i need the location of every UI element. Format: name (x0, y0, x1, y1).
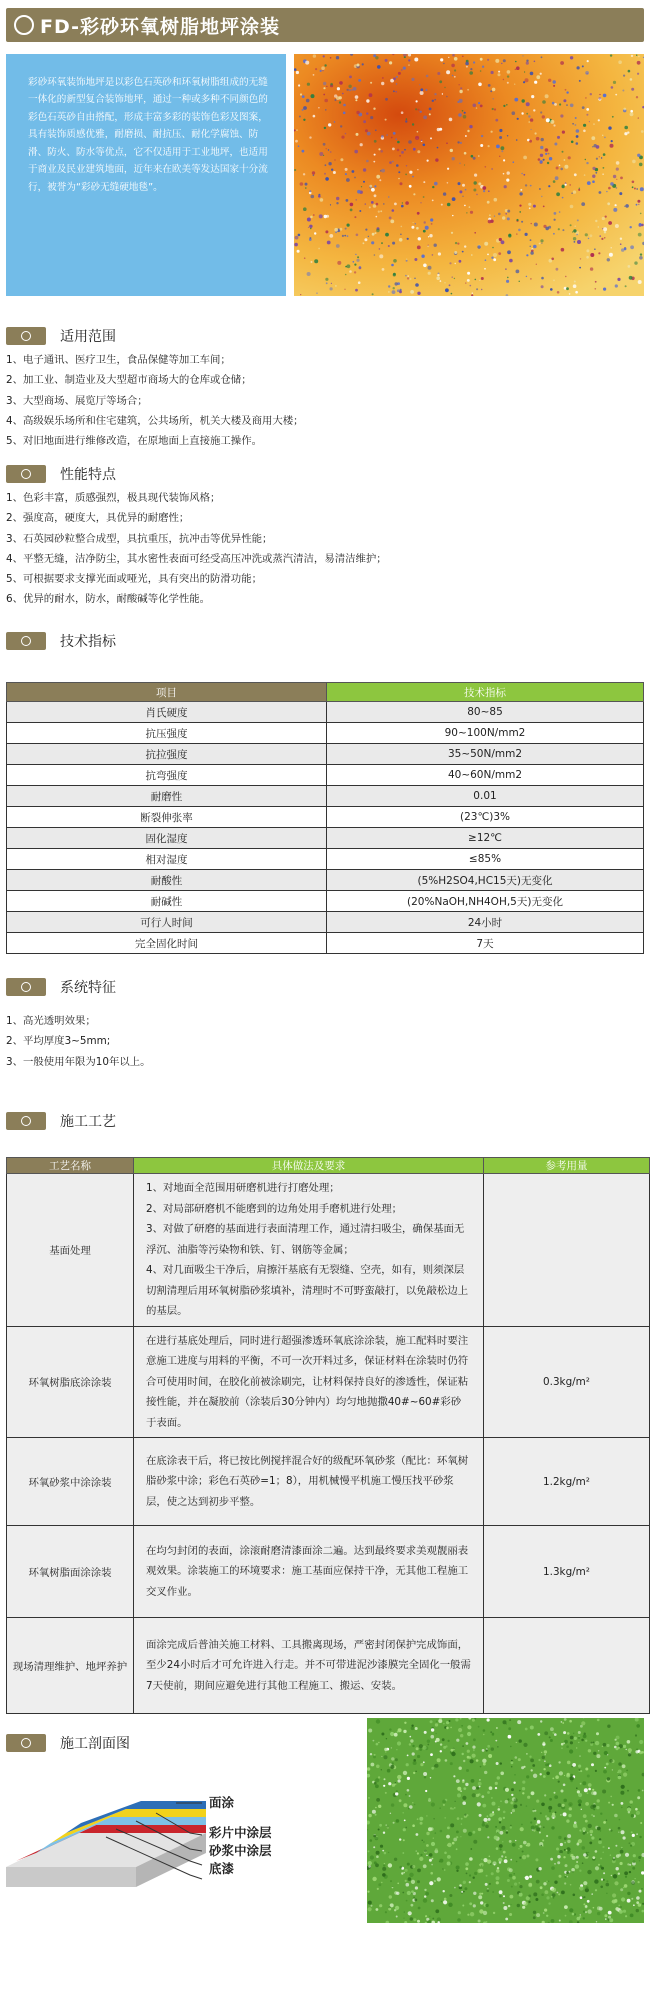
process-header-name: 工艺名称 (7, 1158, 134, 1174)
tech-row (7, 807, 644, 828)
section-marker-icon (6, 978, 46, 996)
tech-cell-value: 35~50N/mm2 (327, 744, 644, 765)
tech-row (7, 786, 644, 807)
page-title-bar (6, 8, 644, 42)
process-desc-line: 4、对几面吸尘干净后，肩擦汗基底有无裂缝、空壳，如有，则须深层切割清理后用环氧树脂砂浆填补，清理时不可野蛮敲打，以免敲松边上的基层。 (146, 1264, 469, 1317)
process-cell-name: 现场清理维护、地坪养护 (7, 1618, 134, 1714)
tech-header-item: 项目 (7, 683, 327, 702)
scope-list (6, 350, 304, 451)
process-row (7, 1526, 650, 1618)
tech-cell-value: ≤85% (327, 849, 644, 870)
process-desc-line: 2、对局部研磨机不能磨到的边角处用手磨机进行处理； (146, 1202, 402, 1215)
tech-cell-item: 固化湿度 (7, 828, 327, 849)
scope-item: 5、对旧地面进行维修改造，在原地面上直接施工操作。 (6, 435, 262, 448)
process-desc-line: 在底涂表干后，将已按比例搅拌混合好的级配环氧砂浆（配比：环氧树脂砂浆中涂；彩色石英砂=1；8），用机械慢平机施工慢压找平砂浆层，使之达到初步平整。 (146, 1454, 469, 1508)
tech-cell-value: 0.01 (327, 786, 644, 807)
scope-item: 4、高级娱乐场所和住宅建筑，公共场所，机关大楼及商用大楼； (6, 414, 304, 427)
process-cell-desc (134, 1438, 484, 1526)
tech-cell-item: 抗压强度 (7, 723, 327, 744)
tech-cell-item: 抗弯强度 (7, 765, 327, 786)
scope-item: 1、电子通讯、医疗卫生，食品保健等加工车间； (6, 354, 231, 366)
system-list (6, 1011, 151, 1072)
feature-item: 5、可根据要求支撑光面或哑光，具有突出的防滑功能； (6, 573, 262, 586)
layer-label-mortar: 砂浆中涂层 (209, 1843, 272, 1858)
tech-cell-value: 90~100N/mm2 (327, 723, 644, 744)
layer-label-top: 面涂 (209, 1795, 235, 1810)
section-marker-icon (6, 1734, 46, 1752)
section-title: 性能特点 (60, 467, 116, 483)
tech-row (7, 702, 644, 723)
section-title: 适用范围 (60, 329, 116, 345)
section-title: 施工剖面图 (60, 1736, 130, 1752)
section-heading-features (6, 464, 116, 484)
green-sand-floor-image (367, 1718, 644, 1923)
system-item: 1、高光透明效果； (6, 1015, 96, 1027)
process-cell-name: 基面处理 (7, 1174, 134, 1327)
tech-cell-item: 完全固化时间 (7, 933, 327, 954)
feature-item: 2、强度高，硬度大，具优异的耐磨性； (6, 512, 190, 525)
tech-row (7, 933, 644, 954)
tech-cell-value: 24小时 (327, 912, 644, 933)
tech-cell-item: 抗拉强度 (7, 744, 327, 765)
intro-text: 彩砂环氧装饰地坪是以彩色石英砂和环氧树脂组成的无缝一体化的新型复合装饰地坪，通过一种或多种不同颜色的彩色石英砂自由搭配，形成丰富多彩的装饰色彩及图案，具有装饰质感优雅，耐磨损、耐抗压、耐化学腐蚀、防滑、防火、防水等优点，它不仅适用于工业地坪，也适用于商业及民业建筑地面，近年来在欧美等发达国家十分流行，被誉为“彩砂无缝硬地毯”。 (6, 54, 286, 296)
process-cell-usage: 1.3kg/m² (484, 1526, 650, 1618)
tech-cell-value: 7天 (327, 933, 644, 954)
section-marker-icon (6, 327, 46, 345)
process-desc-line: 1、对地面全范围用研磨机进行打磨处理； (146, 1182, 340, 1194)
tech-cell-value: ≥12℃ (327, 828, 644, 849)
tech-row (7, 870, 644, 891)
page-title: FD-彩砂环氧树脂地坪涂装 (40, 15, 280, 38)
scope-item: 2、加工业、制造业及大型超市商场大的仓库或仓储； (6, 374, 252, 387)
process-cell-usage (484, 1174, 650, 1327)
tech-row (7, 828, 644, 849)
process-cell-desc (134, 1326, 484, 1438)
tech-row (7, 765, 644, 786)
section-heading-tech (6, 631, 116, 651)
tech-cell-item: 耐碱性 (7, 891, 327, 912)
process-row (7, 1618, 650, 1714)
process-desc-line: 面涂完成后普油关施工材料、工具搬离现场，严密封闭保护完成饰面，至少24小时后才可允许进入行走。并不可带进泥沙漆膜完全固化一般需7天使前，期间应避免进行其他工程施工、搬运、安装。 (146, 1638, 471, 1692)
process-cell-desc (134, 1174, 484, 1327)
tech-cell-value: (5%H2SO4,HC15天)无变化 (327, 870, 644, 891)
process-cell-name: 环氧砂浆中涂涂装 (7, 1438, 134, 1526)
cross-section-diagram (6, 1755, 286, 1925)
tech-row (7, 912, 644, 933)
layer-label-chip: 彩片中涂层 (209, 1825, 272, 1840)
tech-cell-item: 断裂伸张率 (7, 807, 327, 828)
tech-row (7, 891, 644, 912)
section-marker-icon (6, 632, 46, 650)
tech-spec-table (6, 682, 644, 954)
tech-cell-value: (20%NaOH,NH4OH,5天)无变化 (327, 891, 644, 912)
process-cell-desc (134, 1526, 484, 1618)
layer-label-primer: 底漆 (209, 1861, 235, 1876)
process-table (6, 1157, 650, 1714)
tech-row (7, 849, 644, 870)
tech-cell-item: 耐磨性 (7, 786, 327, 807)
section-heading-scope (6, 326, 116, 346)
system-item: 2、平均厚度3~5mm; (6, 1035, 111, 1048)
circle-icon (14, 15, 34, 35)
tech-cell-item: 相对湿度 (7, 849, 327, 870)
tech-cell-value: 80~85 (327, 702, 644, 723)
process-cell-name: 环氧树脂底涂涂装 (7, 1326, 134, 1438)
section-marker-icon (6, 465, 46, 483)
process-row (7, 1326, 650, 1438)
section-marker-icon (6, 1112, 46, 1130)
system-item: 3、一般使用年限为10年以上。 (6, 1055, 151, 1068)
tech-cell-value: 40~60N/mm2 (327, 765, 644, 786)
process-header-desc: 具体做法及要求 (134, 1158, 484, 1174)
tech-cell-item: 肖氏硬度 (7, 702, 327, 723)
process-cell-usage: 1.2kg/m² (484, 1438, 650, 1526)
process-cell-desc (134, 1618, 484, 1714)
feature-item: 1、色彩丰富，质感强烈，极具现代装饰风格； (6, 492, 221, 504)
tech-cell-item: 可行人时间 (7, 912, 327, 933)
tech-cell-item: 耐酸性 (7, 870, 327, 891)
process-row (7, 1438, 650, 1526)
process-desc-line: 在进行基底处理后，同时进行超强渗透环氧底涂涂装，施工配料时要注意施工进度与用料的平衡，不可一次开料过多，保证材料在涂装时仍符合可使用时间，在胶化前被涂刷完，让材料保持良好的渗透性，保证粘接性能，并在凝胶前（涂装后30分钟内）均匀地抛撒40#~60#彩砂于表面。 (146, 1334, 469, 1429)
process-row (7, 1174, 650, 1327)
tech-header-spec: 技术指标 (327, 683, 644, 702)
section-heading-process (6, 1111, 116, 1131)
tech-row (7, 744, 644, 765)
process-desc-line: 在均匀封闭的表面，涂滚耐磨清漆面涂二遍。达到最终要求美观靓丽表观效果。涂装施工的环境要求：施工基面应保持干净，无其他工程施工交叉作业。 (146, 1544, 469, 1598)
tech-cell-value: (23℃)3% (327, 807, 644, 828)
process-desc-line: 3、对做了研磨的基面进行表面清理工作，通过清扫吸尘，确保基面无浮沉、油脂等污染物和铁、钉、钢筋等金属； (146, 1223, 465, 1256)
process-header-usage: 参考用量 (484, 1158, 650, 1174)
feature-item: 4、平整无缝，洁净防尘，其水密性表面可经受高压冲洗或蒸汽清洁，易清洁维护； (6, 552, 387, 565)
section-heading-cross (6, 1733, 130, 1753)
features-list (6, 488, 387, 610)
process-cell-usage: 0.3kg/m² (484, 1326, 650, 1438)
feature-item: 3、石英园砂粒整合成型，具抗重压，抗冲击等优异性能； (6, 532, 273, 545)
process-cell-name: 环氧树脂面涂涂装 (7, 1526, 134, 1618)
process-cell-usage (484, 1618, 650, 1714)
feature-item: 6、优异的耐水，防水，耐酸碱等化学性能。 (6, 593, 211, 606)
section-title: 技术指标 (60, 634, 116, 650)
tech-row (7, 723, 644, 744)
section-title: 系统特征 (60, 980, 116, 996)
section-title: 施工工艺 (60, 1114, 116, 1130)
section-heading-system (6, 977, 116, 997)
colored-sand-floor-image (294, 54, 644, 296)
scope-item: 3、大型商场、展览厅等场合； (6, 394, 148, 407)
